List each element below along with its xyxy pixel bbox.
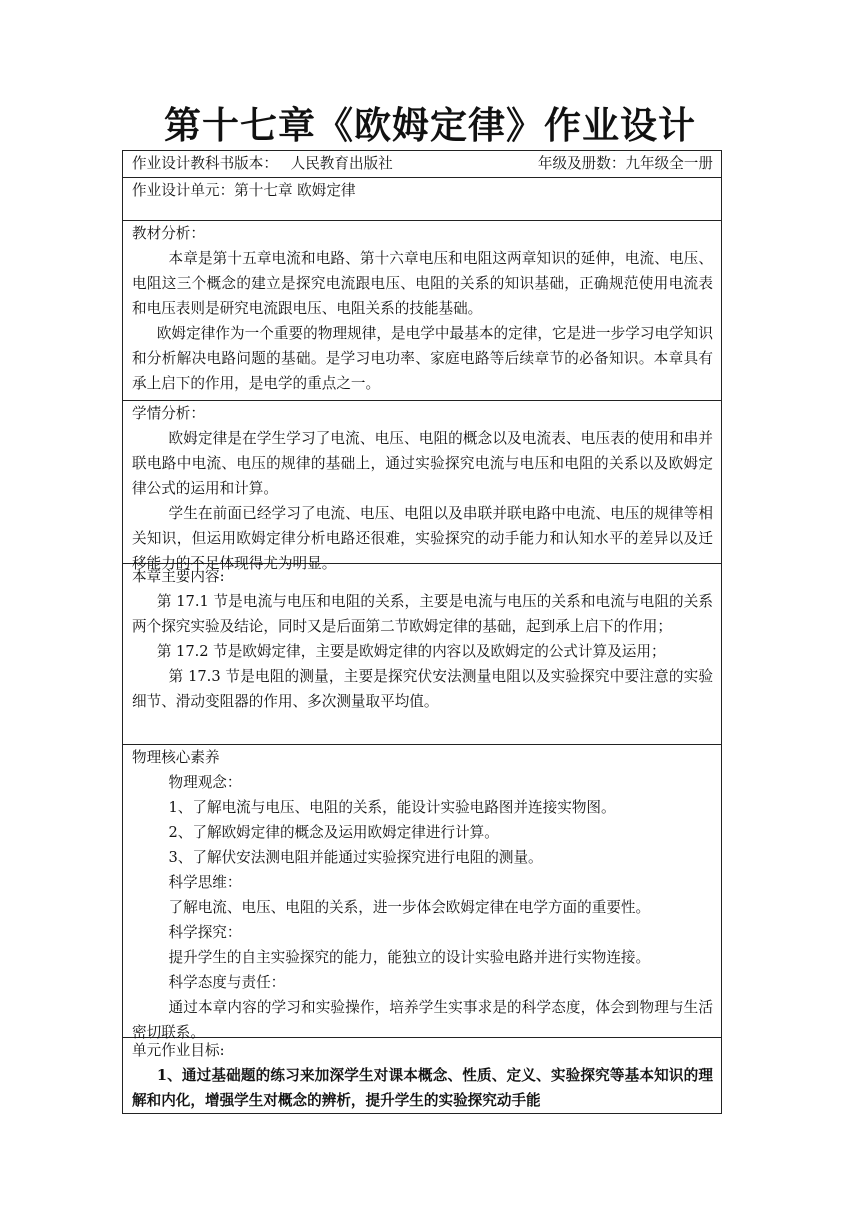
page-title: 第十七章《欧姆定律》作业设计 bbox=[164, 104, 696, 147]
subsection-title: 科学思维： bbox=[168, 874, 242, 891]
textbook-version: 作业设计教科书版本： 人民教育出版社 bbox=[132, 155, 393, 172]
paragraph: 1、通过基础题的练习来加深学生对课本概念、性质、定义、实验探究等基本知识的理解和内化，增强学生对概念的辨析，提升学生的实验探究动手能 bbox=[132, 1067, 713, 1109]
list-item: 3、了解伏安法测电阻并能通过实验探究进行电阻的测量。 bbox=[168, 849, 543, 866]
subsection-title: 物理观念： bbox=[168, 774, 242, 791]
paragraph: 了解电流、电压、电阻的关系，进一步体会欧姆定律在电学方面的重要性。 bbox=[168, 899, 651, 916]
core-literacy-section bbox=[123, 744, 721, 1041]
list-item: 1、了解电流与电压、电阻的关系，能设计实验电路图并连接实物图。 bbox=[168, 799, 616, 816]
student-analysis-section bbox=[123, 400, 721, 572]
textbook-analysis-section bbox=[123, 220, 721, 400]
header-row bbox=[123, 151, 721, 177]
paragraph: 通过本章内容的学习和实验操作，培养学生实事求是的科学态度，体会到物理与生活密切联系。 bbox=[132, 999, 713, 1041]
paragraph: 第 17.3 节是电阻的测量，主要是探究伏安法测量电阻以及实验探究中要注意的实验细节、滑动变阻器的作用、多次测量取平均值。 bbox=[132, 668, 713, 710]
section-label: 教材分析： bbox=[132, 225, 205, 242]
grade-volume: 年级及册数：九年级全一册 bbox=[537, 155, 713, 172]
section-label: 物理核心素养 bbox=[132, 749, 220, 766]
unit-goals-section bbox=[123, 1037, 721, 1113]
paragraph: 学生在前面已经学习了电流、电压、电阻以及串联并联电路中电流、电压的规律等相关知识，但运用欧姆定律分析电路还很难，实验探究的动手能力和认知水平的差异以及迁移能力的不足体现得尤为明显。 bbox=[132, 505, 713, 572]
paragraph: 第 17.1 节是电流与电压和电阻的关系，主要是电流与电压的关系和电流与电阻的关系两个探究实验及结论，同时又是后面第二节欧姆定律的基础，起到承上启下的作用； bbox=[132, 593, 713, 635]
paragraph: 欧姆定律是在学生学习了电流、电压、电阻的概念以及电流表、电压表的使用和串并联电路中电流、电压的规律的基础上，通过实验探究电流与电压和电阻的关系以及欧姆定律公式的运用和计算。 bbox=[132, 430, 713, 497]
main-content-section bbox=[123, 563, 721, 744]
section-label: 本章主要内容: bbox=[132, 568, 225, 585]
paragraph: 第 17.2 节是欧姆定律，主要是欧姆定律的内容以及欧姆定的公式计算及运用； bbox=[156, 643, 666, 660]
unit-row: 作业设计单元：第十七章 欧姆定律 bbox=[123, 177, 721, 220]
subsection-title: 科学态度与责任： bbox=[168, 974, 286, 991]
section-label: 学情分析： bbox=[132, 405, 205, 422]
section-label: 单元作业目标: bbox=[132, 1042, 225, 1059]
paragraph: 欧姆定律作为一个重要的物理规律，是电学中最基本的定律，它是进一步学习电学知识和分析解决电路问题的基础。是学习电功率、家庭电路等后续章节的必备知识。本章具有承上启下的作用，是电学的重点之一。 bbox=[132, 325, 713, 392]
subsection-title: 科学探究： bbox=[168, 924, 242, 941]
list-item: 2、了解欧姆定律的概念及运用欧姆定律进行计算。 bbox=[168, 824, 499, 841]
paragraph: 提升学生的自主实验探究的能力，能独立的设计实验电路并进行实物连接。 bbox=[168, 949, 651, 966]
paragraph: 本章是第十五章电流和电路、第十六章电压和电阻这两章知识的延伸，电流、电压、电阻这三个概念的建立是探究电流跟电压、电阻的关系的知识基础，正确规范使用电流表和电压表则是研究电流跟电压、电阻关系的技能基础。 bbox=[132, 250, 713, 317]
design-table bbox=[122, 150, 722, 1114]
